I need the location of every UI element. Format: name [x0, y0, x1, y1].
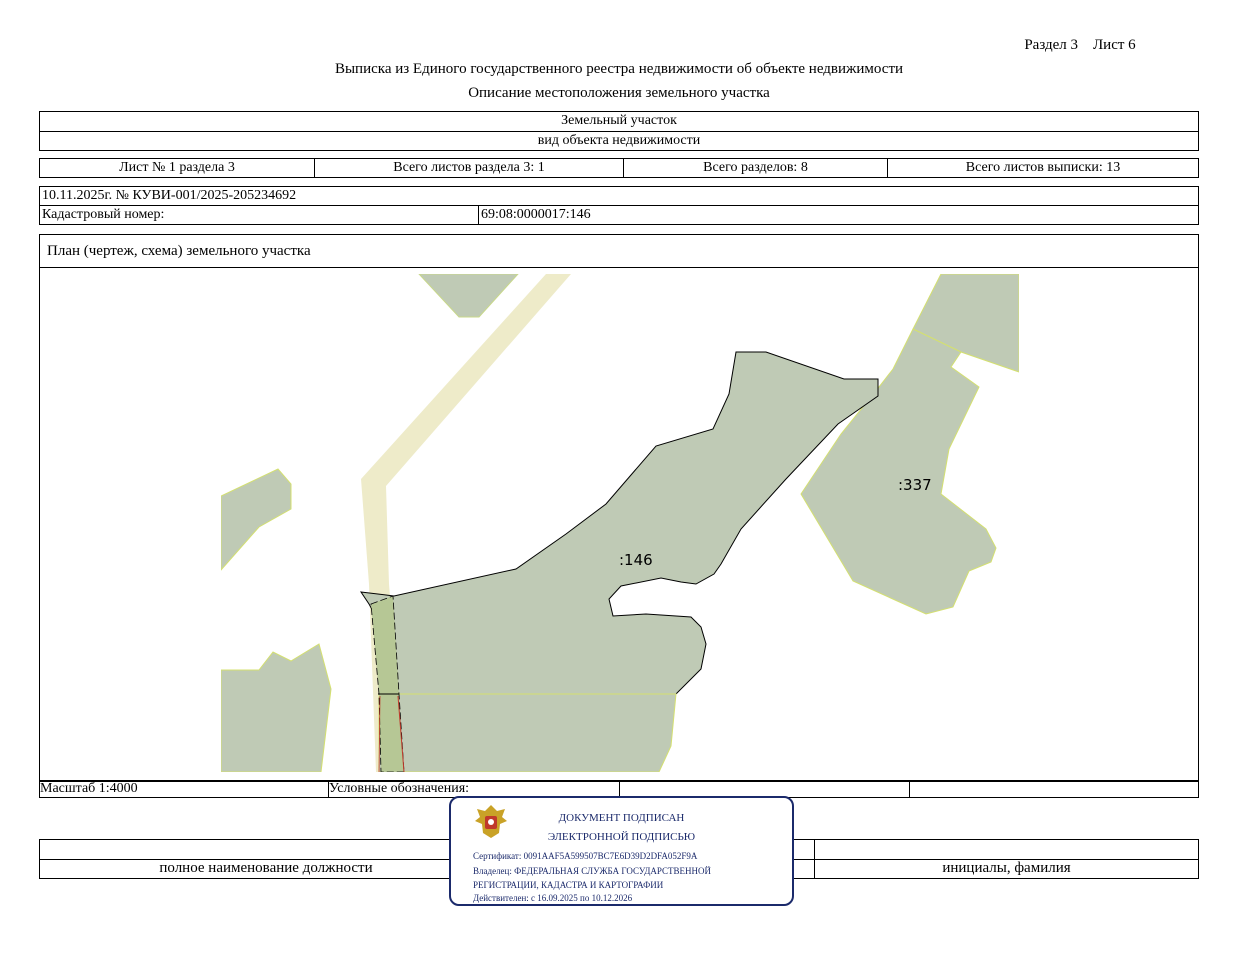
cadastral-value: 69:08:0000017:146: [478, 205, 1199, 225]
label-146: :146: [619, 551, 653, 569]
parcel-top: [419, 274, 518, 317]
document-title: Выписка из Единого государственного реестра недвижимости об объекте недвижимости: [334, 61, 904, 77]
date-number: 10.11.2025г. № КУВИ-001/2025-205234692: [39, 186, 1199, 206]
position-caption: полное наименование должности: [39, 859, 493, 879]
total-sections: Всего разделов: 8: [623, 158, 888, 178]
stamp-owner2: РЕГИСТРАЦИИ, КАДАСТРА И КАРТОГРАФИИ: [473, 880, 664, 890]
stamp-owner1: Владелец: ФЕДЕРАЛЬНАЯ СЛУЖБА ГОСУДАРСТВЕННОЙ: [473, 866, 712, 876]
parcel-bottom-left: [221, 644, 331, 772]
stamp-line1: ДОКУМЕНТ ПОДПИСАН: [558, 812, 685, 824]
sheet-number: Лист № 1 раздела 3: [39, 158, 315, 178]
stamp-line2: ЭЛЕКТРОННОЙ ПОДПИСЬЮ: [547, 831, 696, 843]
cadastral-label: Кадастровый номер:: [39, 205, 479, 225]
object-type: Земельный участок: [39, 111, 1199, 132]
object-type-caption: вид объекта недвижимости: [39, 131, 1199, 151]
parcel-lower: [379, 694, 676, 772]
parcel-left: [221, 469, 291, 570]
legend: Условные обозначения:: [328, 780, 620, 798]
total-sheets-section: Всего листов раздела 3: 1: [314, 158, 624, 178]
section-sheet: Раздел 3 Лист 6: [1024, 37, 1136, 53]
plan-title-text: План (чертеж, схема) земельного участка: [47, 243, 311, 259]
scale: Масштаб 1:4000: [39, 780, 329, 798]
legend-cell-3: [909, 780, 1199, 798]
total-sheets: Всего листов выписки: 13: [887, 158, 1199, 178]
label-337: :337: [898, 476, 932, 494]
plan-title: [39, 234, 1199, 268]
parcel-337: [801, 329, 996, 614]
parcel-map: [221, 274, 1019, 772]
document-subtitle: Описание местоположения земельного участка: [468, 85, 770, 101]
stamp-valid: Действителен: с 16.09.2025 по 10.12.2026: [473, 893, 633, 903]
name-caption: инициалы, фамилия: [814, 859, 1199, 879]
signature-row-top-right: [814, 839, 1199, 860]
stamp-certificate: Сертификат: 0091AAF5A599507BC7E6D39D2DFA052F9A: [473, 851, 698, 861]
e-signature-stamp: [449, 796, 794, 906]
